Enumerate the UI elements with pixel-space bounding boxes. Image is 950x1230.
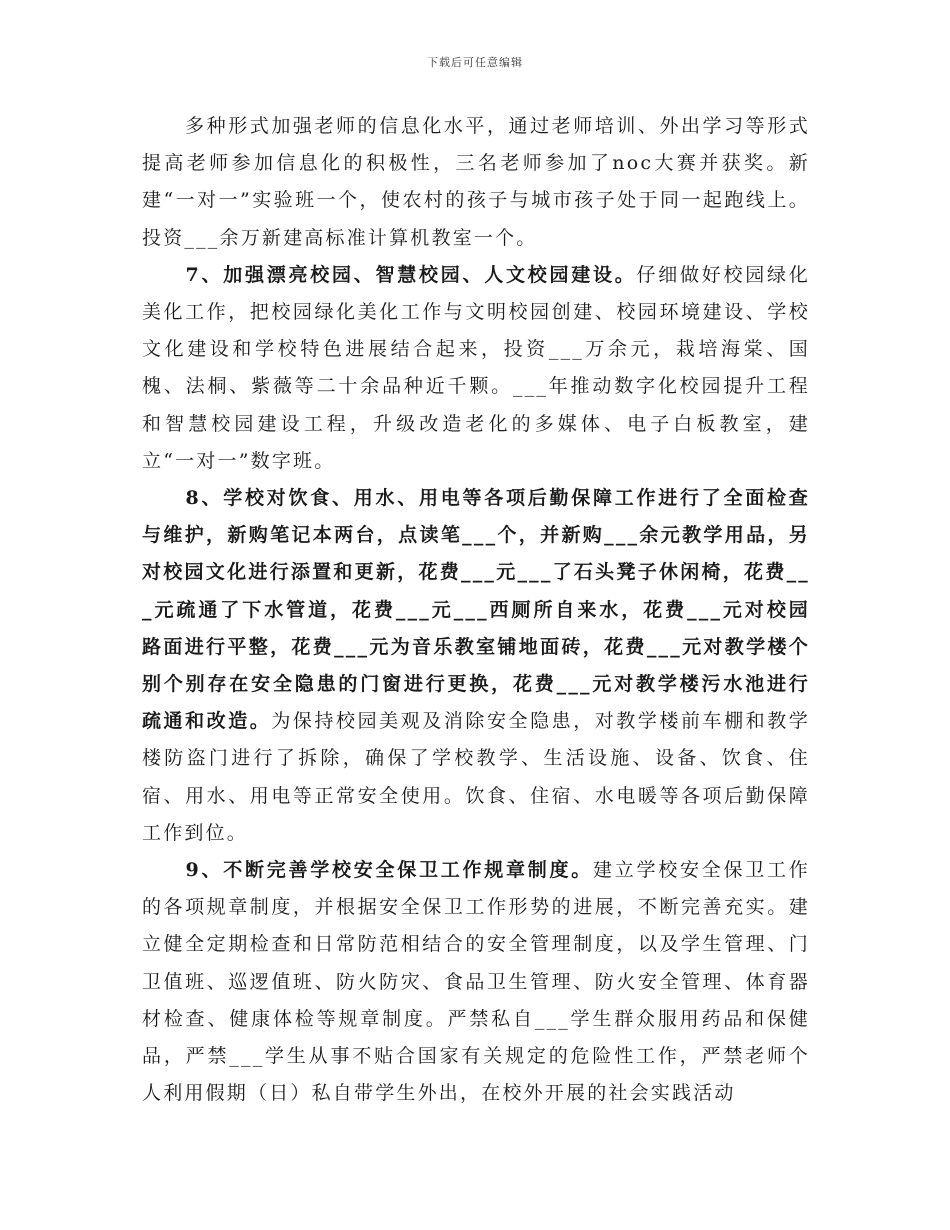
document-body bbox=[142, 108, 810, 1112]
page-header: 下载后可任意编辑 bbox=[427, 56, 523, 69]
paragraph-text: 仔细做好校园绿化美化工作，把校园绿化美化工作与文明校园创建、校园环境建设、学校文化建设和学校特色进展结合起来，投资___万余元，栽培海棠、国槐、法桐、紫薇等二十余品种近千颗。___年推动数字化校园提升工程和智慧校园建设工程，升级改造老化的多媒体、电子白板教室，建立“一对一”数字班。 bbox=[142, 263, 810, 472]
paragraph-heading: 7、加强漂亮校园、智慧校园、人文校园建设。 bbox=[142, 263, 637, 286]
paragraph-text: 为保持校园美观及消除安全隐患，对教学楼前车棚和教学楼防盗门进行了拆除，确保了学校教学、生活设施、设备、饮食、住宿、用水、用电等正常安全使用。饮食、住宿、水电暖等各项后勤保障工作到位。 bbox=[142, 710, 810, 844]
paragraph-item-7 bbox=[142, 257, 810, 480]
paragraph-intro bbox=[142, 108, 810, 257]
paragraph-item-8 bbox=[142, 480, 810, 852]
paragraph-text: 多种形式加强老师的信息化水平，通过老师培训、外出学习等形式提高老师参加信息化的积极性，三名老师参加了noc大赛并获奖。新建“一对一”实验班一个，使农村的孩子与城市孩子处于同一起跑线上。投资___余万新建高标准计算机教室一个。 bbox=[142, 115, 810, 249]
paragraph-heading: 9、不断完善学校安全保卫工作规章制度。 bbox=[142, 859, 594, 882]
paragraph-text: 建立学校安全保卫工作的各项规章制度，并根据安全保卫工作形势的进展，不断完善充实。建立健全定期检查和日常防范相结合的安全管理制度，以及学生管理、门卫值班、巡逻值班、防火防灾、食品卫生管理、防火安全管理、体育器材检查、健康体检等规章制度。严禁私自___学生群众服用药品和保健品，严禁___学生从事不贴合国家有关规定的危险性工作，严禁老师个人利用假期（日）私自带学生外出，在校外开展的社会实践活动 bbox=[142, 859, 810, 1105]
paragraph-heading: 8、学校对饮食、用水、用电等各项后勤保障工作进行了全面检查与维护，新购笔记本两台，点读笔___个，并新购___余元教学用品，另对校园文化进行添置和更新，花费___元___了石头凳子休闲椅，花费___元疏通了下水管道，花费___元___西厕所自来水，花费___元对校园路面进行平整，花费___元为音乐教室铺地面砖，花费___元对教学楼个别个别存在安全隐患的门窗进行更换，花费___元对教学楼污水池进行疏通和改造。 bbox=[142, 487, 810, 733]
paragraph-item-9 bbox=[142, 852, 810, 1112]
